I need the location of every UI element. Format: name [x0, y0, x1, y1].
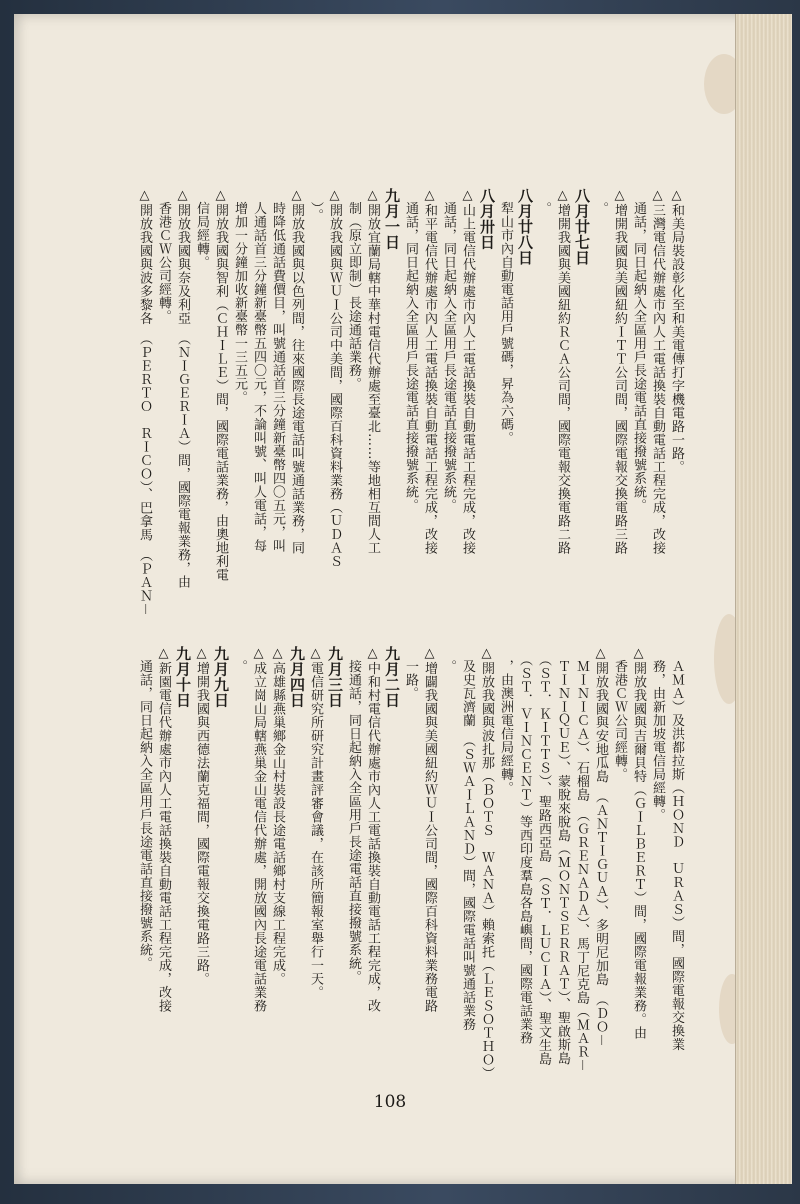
text-line: △三灣電信代辦處市內人工電話換裝自動電話工程完成，改接: [650, 188, 665, 555]
lower-text-section: [56, 646, 686, 1086]
text-line: ＡＭＡ）及洪都拉斯（ＨＯＮＤ ＵＲＡＳ）間，國際電報交換業: [669, 646, 684, 1051]
date-heading: 九月四日: [288, 646, 306, 708]
text-line: 香港ＣＷ公司經轉。: [156, 188, 171, 323]
date-heading: 九月十日: [174, 646, 192, 708]
date-heading: 九月九日: [212, 646, 230, 708]
text-line: △和平電信代辦處市內人工電話換裝自動電話工程完成，改接: [422, 188, 437, 555]
text-line: 通話，同日起納入全區用戶長途電話直接撥號系統。: [403, 188, 418, 512]
text-line: （ＳＴ．ＫＩＴＴＳ）、聖路西亞島 （ＳＴ．ＬＵＣＩＡ）、聖文生島: [536, 646, 551, 1066]
date-heading: 九月一日: [383, 188, 401, 250]
text-line: △開放我國與以色列間，往來國際長途電話叫號通話業務，同: [289, 188, 304, 555]
date-heading: 八月卅日: [478, 188, 496, 250]
text-line: △增開我國與西德法蘭克福間，國際電報交換電路三路。: [194, 646, 209, 986]
text-line: △增開我國與美國紐約ＲＣＡ公司間，國際電報交換電路二路: [555, 188, 570, 555]
text-line: △開放我國與奈及利亞 （ＮＩＧＥＲＩＡ）間，國際電報業務，由: [175, 188, 190, 589]
page-number: 108: [373, 1092, 407, 1112]
text-line: 。: [441, 646, 456, 673]
date-heading: 八月廿八日: [516, 188, 534, 266]
text-line: △新園電信代辦處市內人工電話換裝自動電話工程完成，改接: [156, 646, 171, 1013]
text-line: 接通話，同日起納入全區用戶長途電話直接撥號系統。: [346, 646, 361, 984]
text-line: 制（原立即制）長途通話業務。: [346, 188, 361, 391]
text-line: 人通話首三分鐘新臺幣五四〇元，不論叫號、叫人電話，每: [251, 188, 266, 553]
text-line: △增闢我國與美國紐約ＷＵＩ公司間，國際百科資料業務電路: [422, 646, 437, 1013]
text-line: 。: [232, 646, 247, 673]
text-line: △成立崗山局轄燕巢金山電信代辦處，開放國內長途電話業務: [251, 646, 266, 1013]
text-line: 增加一分鐘加收新臺幣一三五元。: [232, 188, 247, 404]
text-line: 一路。: [403, 646, 418, 700]
text-line: △增開我國與美國紐約ＩＴＴ公司間，國際電報交換電路三路: [612, 188, 627, 555]
text-line: △開放我國與智利（ＣＨＩＬＥ）間，國際電話業務，由奧地利電: [213, 188, 228, 582]
text-line: （ＳＴ．ＶＩＮＣＥＮＴ）等西印度羣島各島嶼間，國際電話業務: [517, 646, 532, 1045]
text-line: △和美局裝設彰化至和美電傳打字機電路一路。: [669, 188, 684, 474]
text-line: △開放我國與波扎那（ＢＯＴＳ ＷＡＮＡ）賴索托（ＬＥＳＯＴＨＯ）: [479, 646, 494, 1080]
text-line: △開放我國與吉爾貝特（ＧＩＬＢＥＲＴ）間，國際電報業務。由: [631, 646, 646, 1040]
text-line: △開放我國與ＷＵＩ公司中美間，國際百科資料業務（ＵＤＡＳ: [327, 188, 342, 568]
text-line: 信局經轉。: [194, 188, 209, 269]
text-line: △山上電信代辦處市內人工電話換裝自動電話工程完成，改接: [460, 188, 475, 555]
text-line: 務，由新加坡電信局經轉。: [650, 646, 665, 822]
upper-text-section: [56, 188, 686, 628]
text-line: △開放我國與安地瓜島 （ＡＮＴＩＧＵＡ）、多明尼加島 （ＤＯ－: [593, 646, 608, 1047]
text-line: △開放我國與波多黎各 （ＰＥＲＴＯ ＲＩＣＯ）、巴拿馬 （ＰＡＮ－: [137, 188, 152, 616]
text-line: ）。: [308, 188, 323, 222]
text-line: 香港ＣＷ公司經轉。: [612, 646, 627, 781]
text-line: 通話，同日起納入全區用戶長途電話直接撥號系統。: [631, 188, 646, 512]
text-line: △電信研究所研究計畫評審會議，在該所簡報室舉行一天。: [308, 646, 323, 999]
text-line: 通話，同日起納入全區用戶長途電話直接撥號系統。: [137, 646, 152, 970]
text-line: 犁山市內自動電話用戶號碼，昇為六碼。: [498, 188, 513, 445]
text-line: 及史瓦濟蘭 （ＳＷＡＩＬＡＮＤ）間，國際電話叫號通話業務: [460, 646, 475, 1031]
page-edge: [735, 14, 792, 1184]
text-line: ＭＩＮＩＣＡ）、石榴島 （ＧＲＥＮＡＤＡ）、馬丁尼克島（ＭＡＲ－: [574, 646, 589, 1072]
date-heading: 九月二日: [383, 646, 401, 708]
text-line: △中和村電信代辦處市內人工電話換裝自動電話工程完成，改: [365, 646, 380, 1013]
date-heading: 八月廿七日: [573, 188, 591, 266]
text-line: △開放宜蘭局轄中華村電信代辦處至臺北……等地相互間人工: [365, 188, 380, 555]
text-line: ＴＩＮＩＱＵＥ）、蒙脫來脫島（ＭＯＮＴＳＥＲＲＡＴ）、聖啟斯島: [555, 646, 570, 1065]
text-line: 。: [536, 188, 551, 215]
text-line: ，由澳洲電信局經轉。: [498, 646, 513, 795]
text-line: 通話，同日起納入全區用戶長途電話直接撥號系統。: [441, 188, 456, 512]
text-line: 。: [593, 188, 608, 215]
date-heading: 九月三日: [326, 646, 344, 708]
text-line: 時降低通話費價目，叫號通話首三分鐘新臺幣四〇五元，叫: [270, 188, 285, 553]
text-line: △高雄縣燕巢鄉金山村裝設長途電話鄉村支線工程完成。: [270, 646, 285, 986]
